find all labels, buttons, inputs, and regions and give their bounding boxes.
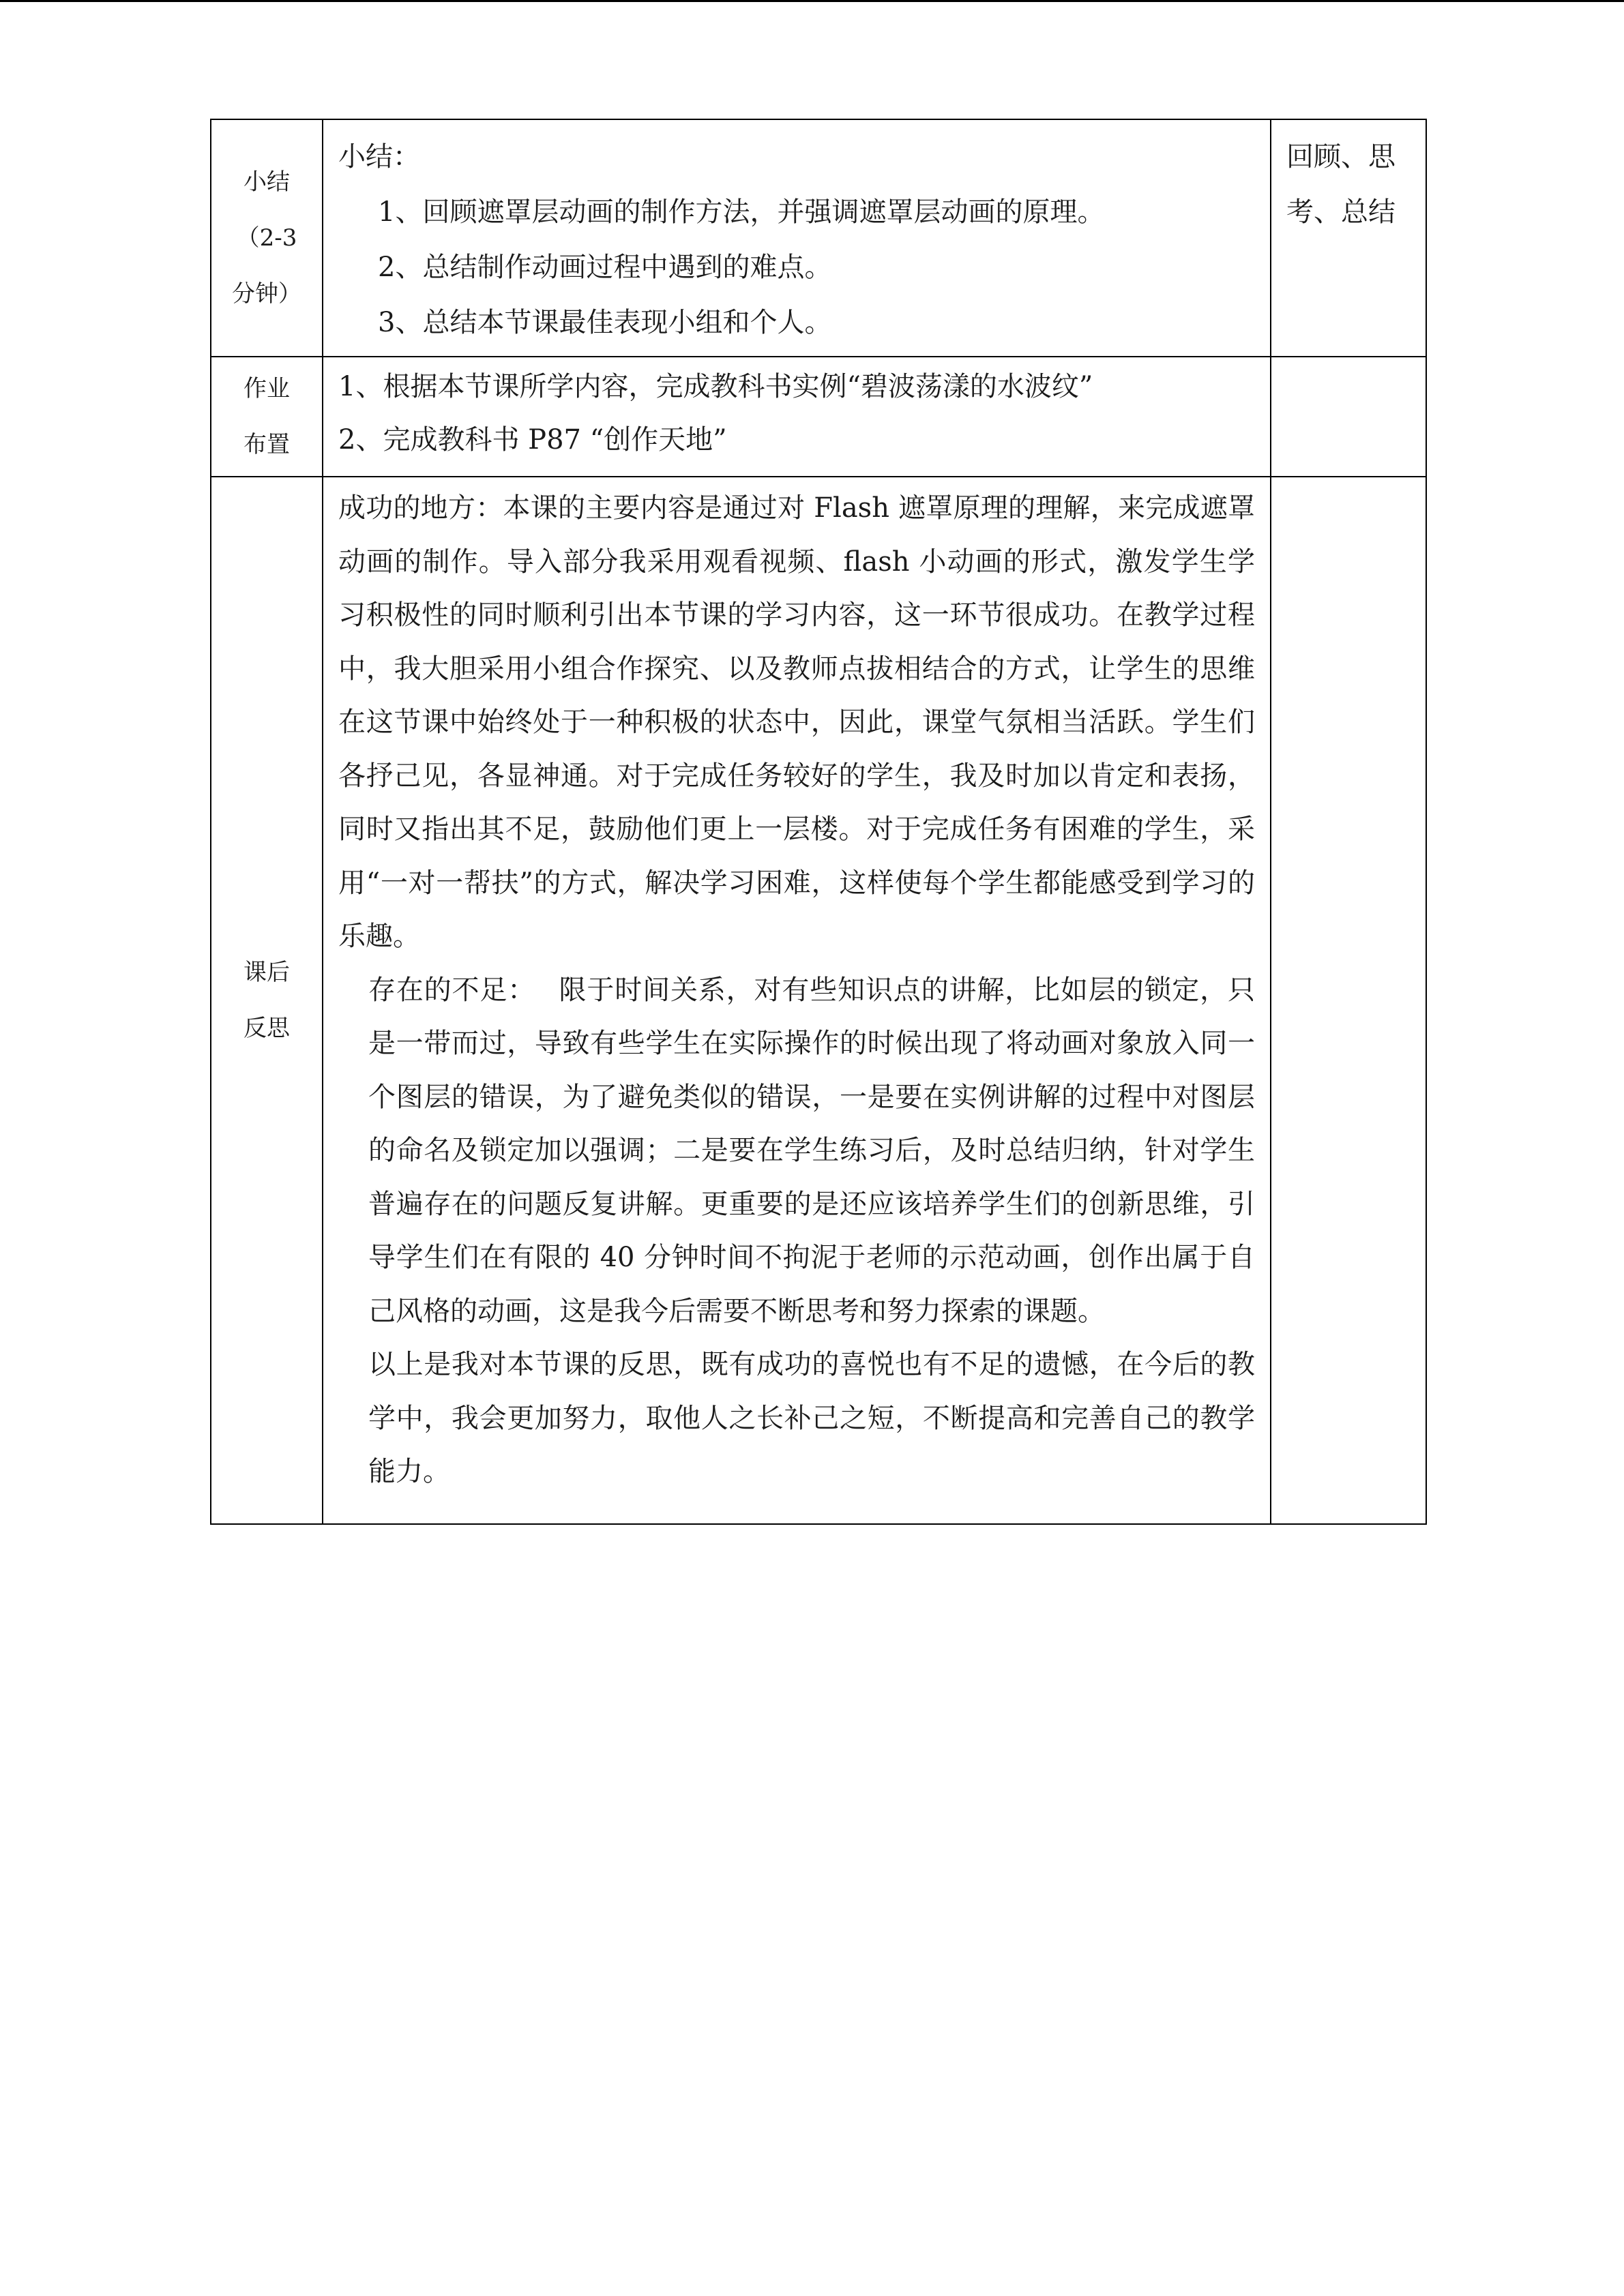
reflection-label-line: 反思 — [243, 1015, 290, 1042]
summary-label-line: 小结 — [243, 168, 290, 196]
summary-activity-text: 回顾、思考、总结 — [1286, 141, 1396, 228]
lesson-plan-table — [210, 119, 1427, 1525]
reflection-row — [211, 477, 1426, 1524]
homework-item: 1、根据本节课所学内容，完成教科书实例“碧波荡漾的水波纹” — [338, 371, 1093, 402]
reflection-activity-cell — [1271, 477, 1426, 1524]
reflection-paragraph: 成功的地方：本课的主要内容是通过对 Flash 遮罩原理的理解，来完成遮罩动画的制作。导入部分我采用观看视频、flash 小动画的形式，激发学生学习积极性的同时顺利引出本节课的学习内容，这一环节很成功。在教学过程中，我大胆采用小组合作探究、以及教师点拔相结合的方式，让学生的思维在这节课中始终处于一种积极的状态中，因此，课堂气氛相当活跃。学生们各抒己见，各显神通。对于完成任务较好的学生，我及时加以肯定和表扬，同时又指出其不足，鼓励他们更上一层楼。对于完成任务有困难的学生，采用“一对一帮扶”的方式，解决学习困难，这样使每个学生都能感受到学习的乐趣。 — [338, 492, 1255, 952]
summary-label-line: 分钟） — [232, 280, 301, 308]
homework-label-cell — [211, 357, 323, 477]
page-top-border — [0, 0, 1624, 2]
reflection-label-cell — [211, 477, 323, 1524]
homework-item: 2、完成教科书 P87 “创作天地” — [338, 424, 727, 456]
summary-label-cell — [211, 119, 323, 357]
homework-label-line: 作业 — [243, 375, 290, 402]
homework-content-cell — [323, 357, 1271, 477]
homework-row — [211, 357, 1426, 477]
reflection-content-cell — [323, 477, 1271, 1524]
summary-content-cell — [323, 119, 1271, 357]
summary-activity-cell — [1271, 119, 1426, 357]
reflection-paragraph: 以上是我对本节课的反思，既有成功的喜悦也有不足的遗憾，在今后的教学中，我会更加努力，取他人之长补己之短，不断提高和完善自己的教学能力。 — [368, 1349, 1255, 1487]
summary-item: 3、总结本节课最佳表现小组和个人。 — [378, 307, 832, 338]
reflection-paragraph: 存在的不足： 限于时间关系，对有些知识点的讲解，比如层的锁定，只是一带而过，导致有些学生在实际操作的时候出现了将动画对象放入同一个图层的错误，为了避免类似的错误，一是要在实例讲解的过程中对图层的命名及锁定加以强调；二是要在学生练习后，及时总结归纳，针对学生普遍存在的问题反复讲解。更重要的是还应该培养学生们的创新思维，引导学生们在有限的 40 分钟时间不拘泥于老师的示范动画，创作出属于自己风格的动画，这是我今后需要不断思考和努力探索的课题。 — [368, 974, 1255, 1327]
summary-heading: 小结： — [338, 141, 420, 173]
summary-item: 2、总结制作动画过程中遇到的难点。 — [378, 252, 832, 283]
summary-item: 1、回顾遮罩层动画的制作方法，并强调遮罩层动画的原理。 — [378, 196, 1105, 228]
reflection-label-line: 课后 — [243, 959, 290, 986]
homework-activity-cell — [1271, 357, 1426, 477]
summary-label-line: （2-3 — [236, 224, 297, 252]
summary-row — [211, 119, 1426, 357]
homework-label-line: 布置 — [243, 431, 290, 458]
